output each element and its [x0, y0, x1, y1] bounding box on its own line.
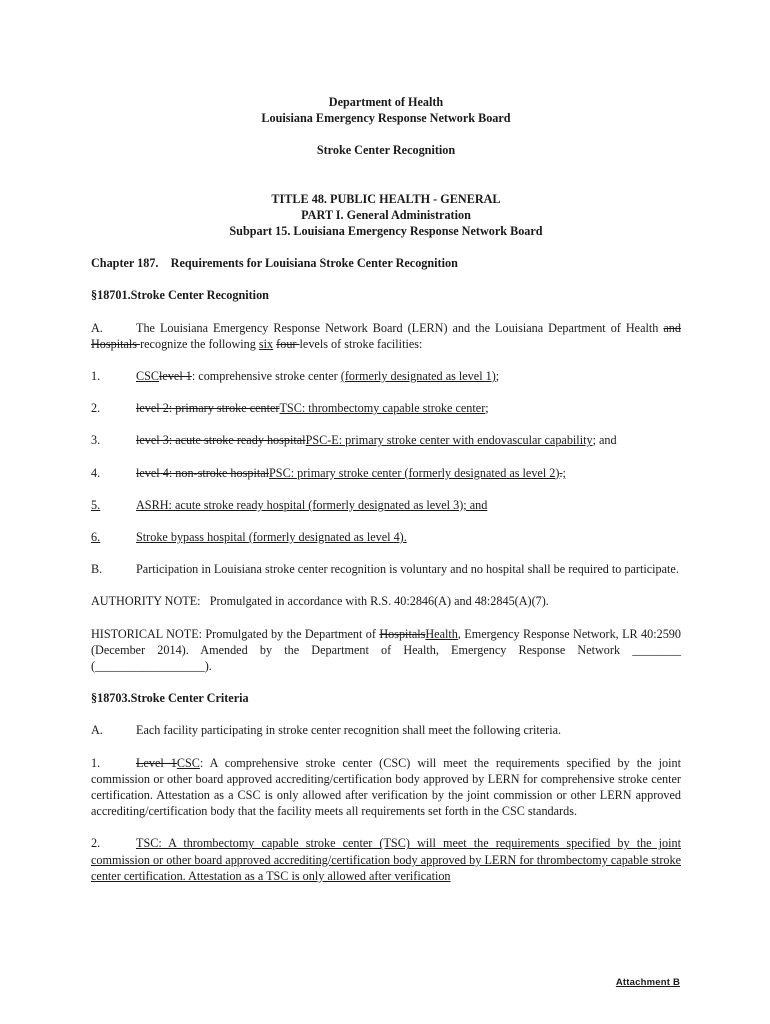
- section-18701-b: [91, 561, 681, 577]
- subpart-line: Subpart 15. Louisiana Emergency Response Network Board: [229, 224, 543, 239]
- para-label: A.: [91, 320, 103, 335]
- part-line: PART I. General Administration: [301, 207, 471, 222]
- board-line: Louisiana Emergency Response Network Board: [261, 111, 511, 126]
- para-text: Each facility participating in stroke center recognition shall meet the following criteria.: [136, 723, 562, 738]
- item-text: ;: [485, 401, 489, 416]
- list-item: [91, 465, 681, 481]
- chapter-heading: Chapter 187. Requirements for Louisiana Stroke Center Recognition: [91, 256, 458, 271]
- note-text: , Emergency Response Network, LR 40:2590 (December 2014). Amended by the Department of Health, Emergency Response Network ________ (__________________).: [91, 626, 681, 674]
- deleted-text: Level 1: [136, 755, 177, 770]
- inserted-text: six: [258, 336, 274, 351]
- title-line: TITLE 48. PUBLIC HEALTH - GENERAL: [271, 191, 501, 206]
- deleted-text: level 2: primary stroke center: [136, 401, 280, 416]
- inserted-text: (formerly designated as level 1): [340, 369, 496, 384]
- item-number: 4.: [91, 465, 101, 480]
- deleted-text: and Hospitals: [91, 320, 681, 351]
- inserted-text: CSC: [176, 755, 200, 770]
- para-text: levels of stroke facilities:: [299, 336, 423, 351]
- item-number: 5.: [91, 497, 101, 512]
- list-item: [91, 368, 681, 384]
- item-number: 1.: [91, 369, 101, 384]
- item-number: 1.: [91, 755, 101, 770]
- item-text: : comprehensive stroke center: [191, 369, 341, 384]
- item-number: 2.: [91, 836, 101, 851]
- item-number: 2.: [91, 401, 101, 416]
- deleted-text: level 4: non-stroke hospital: [136, 465, 270, 480]
- inserted-text: ;: [562, 465, 566, 480]
- section-18701-a: [91, 320, 681, 352]
- subject-line: Stroke Center Recognition: [316, 143, 456, 158]
- list-item: [91, 529, 681, 545]
- inserted-text: CSC: [136, 369, 160, 384]
- deleted-text: level 3: acute stroke ready hospital: [136, 433, 306, 448]
- authority-note: AUTHORITY NOTE: Promulgated in accordance with R.S. 40:2846(A) and 48:2845(A)(7).: [91, 594, 549, 609]
- department-line: Department of Health: [328, 95, 444, 109]
- para-text: The Louisiana Emergency Response Network Board (LERN) and the Louisiana Department of Health: [136, 320, 664, 335]
- historical-note: [91, 626, 681, 675]
- inserted-text: TSC: A thrombectomy capable stroke center (TSC) will meet the requirements specified by the joint commission or other board approved accrediting/certification body approved by LERN for thrombectomy capable stroke center certification. Attestation as a TSC is only allowed after verification: [91, 836, 681, 883]
- item-number: 6.: [91, 530, 101, 545]
- note-text: HISTORICAL NOTE: Promulgated by the Department of: [91, 626, 380, 641]
- list-item: [91, 432, 681, 448]
- item-number: 3.: [91, 433, 101, 448]
- attachment-label: Attachment B: [615, 977, 680, 988]
- list-item: [91, 497, 681, 513]
- item-text: ; and: [592, 433, 617, 448]
- document-header: [91, 94, 681, 239]
- inserted-text: PSC: primary stroke center (formerly designated as level 2): [269, 465, 560, 480]
- deleted-text: level 1: [159, 369, 192, 384]
- inserted-text: PSC-E: primary stroke center with endovascular capability: [305, 433, 593, 448]
- inserted-text: Health: [425, 626, 458, 641]
- list-item: [91, 400, 681, 416]
- inserted-text: ASRH: acute stroke ready hospital (formerly designated as level 3); and: [136, 497, 488, 512]
- inserted-text: TSC: thrombectomy capable stroke center: [279, 401, 486, 416]
- section-18703-heading: §18703.Stroke Center Criteria: [91, 691, 249, 706]
- para-label: A.: [91, 723, 103, 738]
- para-text: Participation in Louisiana stroke center recognition is voluntary and no hospital shall be required to participate.: [136, 562, 679, 577]
- section-18703-item-1: [91, 755, 681, 820]
- section-18703-a: [91, 722, 681, 738]
- deleted-text: .: [559, 465, 563, 480]
- document-page: [91, 94, 681, 884]
- item-text: ;: [495, 369, 500, 384]
- para-text: recognize the following: [140, 336, 259, 351]
- item-text: : A comprehensive stroke center (CSC) will meet the requirements specified by the joint commission or other board approved accrediting/certification body approved by LERN for comprehensive stroke center certification. Attestation as a CSC is only allowed after verification by the joint commission or other LERN approved accrediting/certification body that the facility meets all requirements set forth in the CSC standards.: [91, 755, 681, 819]
- section-18703-item-2: [91, 835, 681, 884]
- deleted-text: four: [276, 336, 300, 351]
- inserted-text: Stroke bypass hospital (formerly designated as level 4).: [136, 530, 407, 545]
- section-18701-heading: §18701.Stroke Center Recognition: [91, 288, 269, 303]
- deleted-text: Hospitals: [379, 626, 426, 641]
- para-label: B.: [91, 562, 103, 577]
